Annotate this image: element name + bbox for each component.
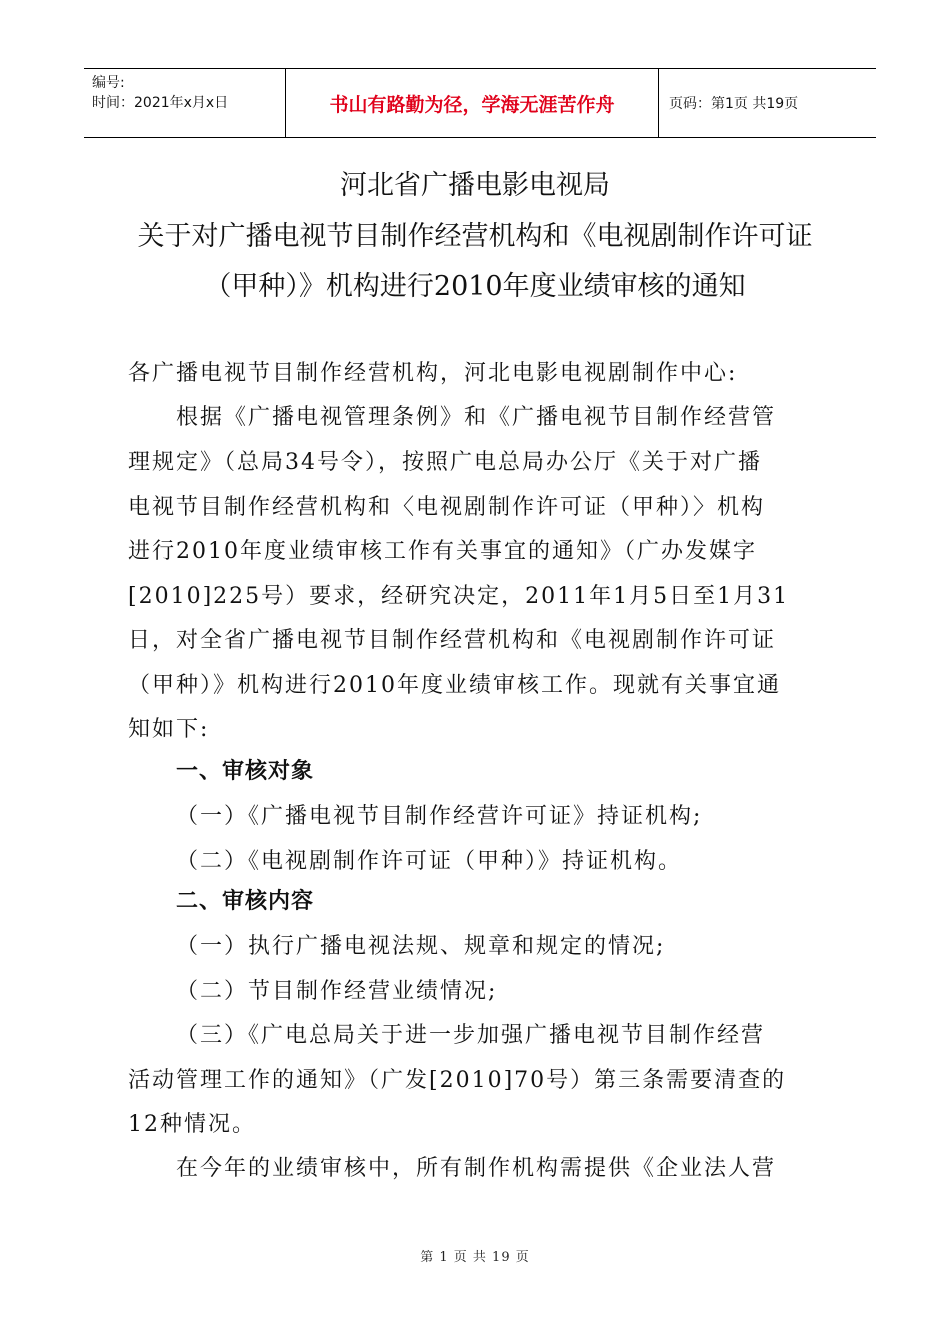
paragraph-line: 电视节目制作经营机构和〈电视剧制作许可证（甲种）〉机构 [128, 495, 766, 520]
section-1-heading: 一、审核对象 [176, 759, 315, 784]
title-line-2: 关于对广播电视节目制作经营机构和《电视剧制作许可证 [137, 221, 813, 252]
section-1-item: （一）《广播电视节目制作经营许可证》持证机构; [176, 804, 703, 829]
paragraph-line: 日，对全省广播电视节目制作经营机构和《电视剧制作许可证 [128, 628, 777, 653]
paragraph-line: （甲种）》机构进行2010年度业绩审核工作。现就有关事宜通 [128, 673, 781, 698]
section-2-item: （二）节目制作经营业绩情况; [176, 979, 498, 1004]
section-2-item-cont: 12种情况。 [128, 1112, 256, 1137]
number-label: 编号: [92, 75, 125, 91]
section-2-item: （一）执行广播电视法规、规章和规定的情况; [176, 934, 666, 959]
time-label: 时间：2021年x月x日 [92, 95, 229, 111]
header-page-info: 页码：第1页 共19页 [669, 96, 799, 112]
header-motto: 书山有路勤为径，学海无涯苦作舟 [286, 69, 659, 137]
paragraph-line: 理规定》（总局34号令），按照广电总局办公厅《关于对广播 [128, 450, 762, 475]
paragraph-line: [2010]225号）要求，经研究决定，2011年1月5日至1月31 [128, 584, 790, 609]
section-2-item-cont: 活动管理工作的通知》（广发[2010]70号）第三条需要清查的 [128, 1068, 787, 1093]
header-meta [84, 69, 286, 137]
section-1-item: （二）《电视剧制作许可证（甲种）》持证机构。 [176, 849, 683, 874]
page-footer: 第 1 页 共 19 页 [420, 1250, 530, 1265]
paragraph-line: 进行2010年度业绩审核工作有关事宜的通知》（广办发媒字 [128, 539, 757, 564]
paragraph-line: 在今年的业绩审核中，所有制作机构需提供《企业法人营 [176, 1156, 777, 1181]
paragraph-line: 根据《广播电视管理条例》和《广播电视节目制作经营管 [128, 405, 777, 430]
title-line-3: （甲种）》机构进行2010年度业绩审核的通知 [204, 271, 746, 302]
paragraph-line: 知如下: [128, 717, 210, 742]
section-2-item: （三）《广电总局关于进一步加强广播电视节目制作经营 [176, 1023, 766, 1048]
salutation: 各广播电视节目制作经营机构，河北电影电视剧制作中心: [128, 361, 738, 386]
document-header [84, 68, 876, 138]
section-2-heading: 二、审核内容 [176, 889, 315, 914]
title-line-1: 河北省广播电影电视局 [340, 170, 610, 201]
